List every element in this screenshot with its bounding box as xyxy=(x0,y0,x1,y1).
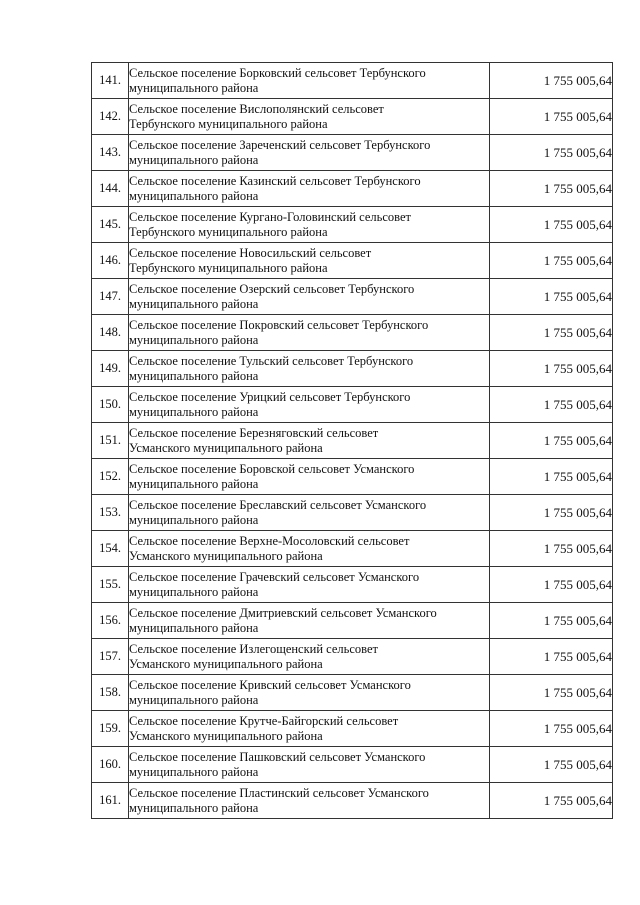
settlement-name xyxy=(129,63,490,99)
settlement-name-line-1: Сельское поселение Борковский сельсовет Тербунского xyxy=(129,65,426,80)
amount-cell: 1 755 005,64 xyxy=(490,783,613,819)
settlement-name-line-2: Усманского муниципального района xyxy=(129,656,323,671)
settlement-name xyxy=(129,99,490,135)
row-number: 159. xyxy=(92,711,129,747)
row-number: 143. xyxy=(92,135,129,171)
settlement-name-line-2: муниципального района xyxy=(129,368,259,383)
row-number: 158. xyxy=(92,675,129,711)
settlement-name-line-2: Усманского муниципального района xyxy=(129,548,323,563)
settlement-name xyxy=(129,171,490,207)
amount-cell: 1 755 005,64 xyxy=(490,207,613,243)
row-number: 141. xyxy=(92,63,129,99)
row-number: 146. xyxy=(92,243,129,279)
row-number: 156. xyxy=(92,603,129,639)
table-row xyxy=(92,603,613,639)
table-row xyxy=(92,747,613,783)
amount-cell: 1 755 005,64 xyxy=(490,531,613,567)
row-number: 147. xyxy=(92,279,129,315)
settlement-name-line-1: Сельское поселение Урицкий сельсовет Тербунского xyxy=(129,389,411,404)
amount-cell: 1 755 005,64 xyxy=(490,99,613,135)
settlement-name-line-2: муниципального района xyxy=(129,296,259,311)
settlement-name xyxy=(129,387,490,423)
table-row xyxy=(92,423,613,459)
settlement-name xyxy=(129,279,490,315)
row-number: 145. xyxy=(92,207,129,243)
settlement-name-line-1: Сельское поселение Покровский сельсовет Тербунского xyxy=(129,317,429,332)
settlement-name-line-1: Сельское поселение Пластинский сельсовет Усманского xyxy=(129,785,429,800)
amount-cell: 1 755 005,64 xyxy=(490,747,613,783)
settlement-name-line-2: муниципального района xyxy=(129,476,259,491)
row-number: 144. xyxy=(92,171,129,207)
row-number: 150. xyxy=(92,387,129,423)
settlement-name-line-1: Сельское поселение Озерский сельсовет Тербунского xyxy=(129,281,415,296)
settlement-name xyxy=(129,243,490,279)
settlement-name-line-1: Сельское поселение Крутче-Байгорский сельсовет xyxy=(129,713,399,728)
settlement-name xyxy=(129,639,490,675)
settlement-name-line-1: Сельское поселение Пашковский сельсовет Усманского xyxy=(129,749,426,764)
settlement-name xyxy=(129,135,490,171)
settlement-name-line-2: муниципального района xyxy=(129,620,259,635)
amount-cell: 1 755 005,64 xyxy=(490,63,613,99)
amount-cell: 1 755 005,64 xyxy=(490,243,613,279)
table-row xyxy=(92,531,613,567)
amount-cell: 1 755 005,64 xyxy=(490,567,613,603)
settlement-name xyxy=(129,675,490,711)
settlement-name-line-1: Сельское поселение Новосильский сельсовет xyxy=(129,245,372,260)
row-number: 148. xyxy=(92,315,129,351)
row-number: 154. xyxy=(92,531,129,567)
amount-cell: 1 755 005,64 xyxy=(490,459,613,495)
row-number: 142. xyxy=(92,99,129,135)
table-row xyxy=(92,243,613,279)
table-row xyxy=(92,279,613,315)
settlement-name-line-2: Усманского муниципального района xyxy=(129,728,323,743)
table-row xyxy=(92,99,613,135)
amount-cell: 1 755 005,64 xyxy=(490,423,613,459)
allocation-table xyxy=(91,62,613,819)
settlement-name xyxy=(129,531,490,567)
table-row xyxy=(92,639,613,675)
row-number: 153. xyxy=(92,495,129,531)
table-row xyxy=(92,459,613,495)
row-number: 149. xyxy=(92,351,129,387)
settlement-name-line-2: муниципального района xyxy=(129,152,259,167)
table-row xyxy=(92,351,613,387)
amount-cell: 1 755 005,64 xyxy=(490,603,613,639)
amount-cell: 1 755 005,64 xyxy=(490,711,613,747)
table-row xyxy=(92,63,613,99)
table-row xyxy=(92,387,613,423)
settlement-name-line-1: Сельское поселение Излегощенский сельсовет xyxy=(129,641,379,656)
settlement-name-line-2: муниципального района xyxy=(129,188,259,203)
settlement-name xyxy=(129,567,490,603)
row-number: 157. xyxy=(92,639,129,675)
settlement-name xyxy=(129,351,490,387)
settlement-name-line-1: Сельское поселение Дмитриевский сельсовет Усманского xyxy=(129,605,437,620)
settlement-name xyxy=(129,495,490,531)
table-row xyxy=(92,567,613,603)
table-row xyxy=(92,207,613,243)
settlement-name-line-1: Сельское поселение Бреславский сельсовет Усманского xyxy=(129,497,427,512)
amount-cell: 1 755 005,64 xyxy=(490,495,613,531)
table-row xyxy=(92,495,613,531)
settlement-name-line-1: Сельское поселение Тульский сельсовет Тербунского xyxy=(129,353,414,368)
settlement-name xyxy=(129,315,490,351)
settlement-name-line-1: Сельское поселение Березняговский сельсовет xyxy=(129,425,379,440)
amount-cell: 1 755 005,64 xyxy=(490,135,613,171)
settlement-name xyxy=(129,459,490,495)
settlement-name xyxy=(129,423,490,459)
amount-cell: 1 755 005,64 xyxy=(490,171,613,207)
amount-cell: 1 755 005,64 xyxy=(490,387,613,423)
row-number: 151. xyxy=(92,423,129,459)
table-row xyxy=(92,711,613,747)
settlement-name xyxy=(129,603,490,639)
row-number: 152. xyxy=(92,459,129,495)
amount-cell: 1 755 005,64 xyxy=(490,279,613,315)
amount-cell: 1 755 005,64 xyxy=(490,675,613,711)
settlement-name-line-1: Сельское поселение Кургано-Головинский сельсовет xyxy=(129,209,411,224)
row-number: 161. xyxy=(92,783,129,819)
settlement-name-line-1: Сельское поселение Кривский сельсовет Усманского xyxy=(129,677,411,692)
settlement-name-line-2: Тербунского муниципального района xyxy=(129,260,328,275)
table-row xyxy=(92,783,613,819)
settlement-name-line-1: Сельское поселение Казинский сельсовет Тербунского xyxy=(129,173,421,188)
settlement-name-line-2: муниципального района xyxy=(129,764,259,779)
table-row xyxy=(92,675,613,711)
amount-cell: 1 755 005,64 xyxy=(490,639,613,675)
table-row xyxy=(92,135,613,171)
settlement-name-line-1: Сельское поселение Боровской сельсовет Усманского xyxy=(129,461,415,476)
row-number: 155. xyxy=(92,567,129,603)
settlement-name-line-2: муниципального района xyxy=(129,512,259,527)
settlement-name-line-2: муниципального района xyxy=(129,692,259,707)
settlement-name-line-2: Тербунского муниципального района xyxy=(129,224,328,239)
settlement-name xyxy=(129,783,490,819)
settlement-name-line-1: Сельское поселение Вислополянский сельсовет xyxy=(129,101,384,116)
table-row xyxy=(92,315,613,351)
settlement-name-line-2: Усманского муниципального района xyxy=(129,440,323,455)
settlement-name xyxy=(129,711,490,747)
settlement-name-line-2: муниципального района xyxy=(129,800,259,815)
table-body xyxy=(92,63,613,819)
settlement-name-line-1: Сельское поселение Зареченский сельсовет Тербунского xyxy=(129,137,431,152)
settlement-name xyxy=(129,747,490,783)
settlement-name-line-2: муниципального района xyxy=(129,584,259,599)
settlement-name-line-2: муниципального района xyxy=(129,80,259,95)
settlement-name-line-2: муниципального района xyxy=(129,332,259,347)
table-row xyxy=(92,171,613,207)
settlement-name-line-2: Тербунского муниципального района xyxy=(129,116,328,131)
row-number: 160. xyxy=(92,747,129,783)
settlement-name-line-2: муниципального района xyxy=(129,404,259,419)
settlement-name-line-1: Сельское поселение Грачевский сельсовет Усманского xyxy=(129,569,420,584)
amount-cell: 1 755 005,64 xyxy=(490,315,613,351)
settlement-name-line-1: Сельское поселение Верхне-Мосоловский сельсовет xyxy=(129,533,410,548)
amount-cell: 1 755 005,64 xyxy=(490,351,613,387)
settlement-name xyxy=(129,207,490,243)
